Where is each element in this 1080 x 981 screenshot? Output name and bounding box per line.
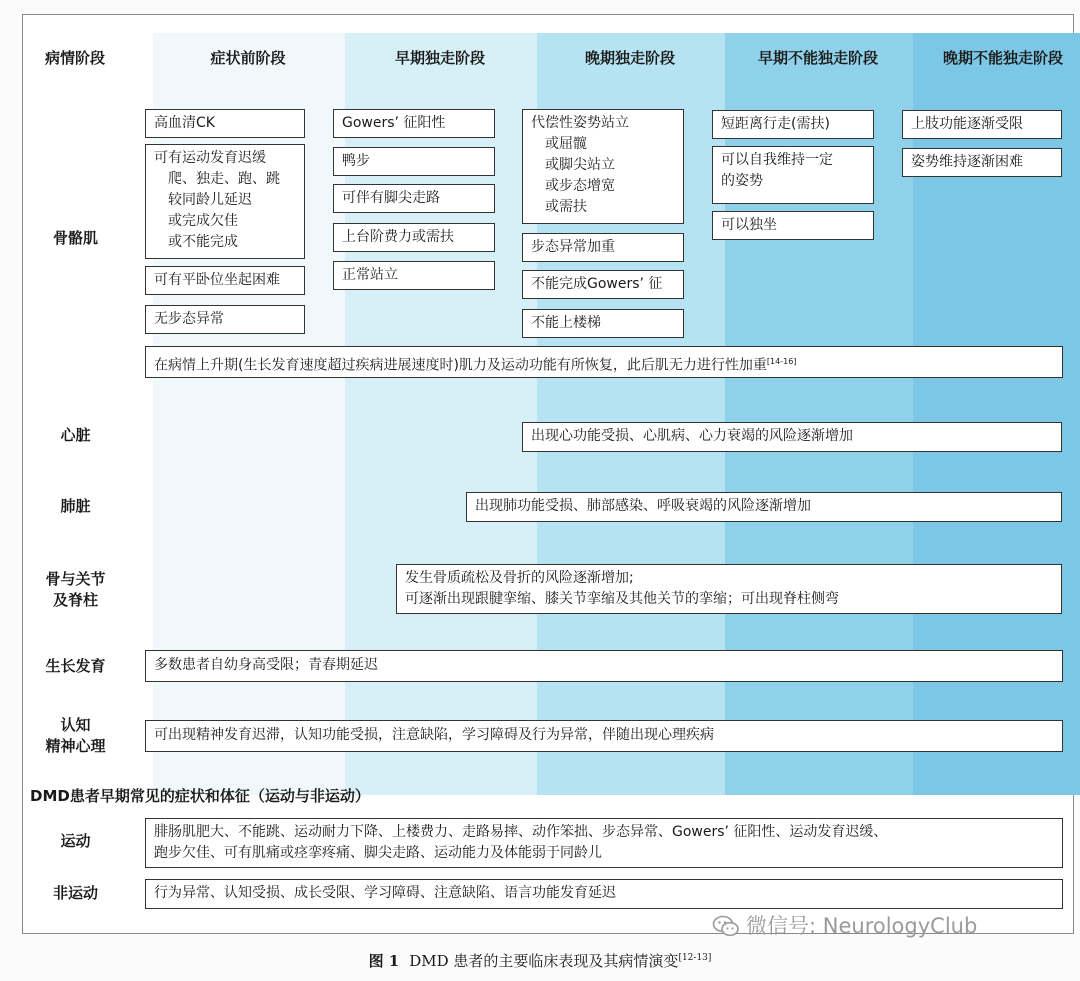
watermark: 微信号: NeurologyClub bbox=[712, 910, 977, 940]
row-label-nonmotor: 非运动 bbox=[52, 884, 98, 902]
row-label-cognition-psych: 认知 精神心理 bbox=[45, 716, 106, 755]
lung-risk-box: 出现肺功能受损、肺部感染、呼吸衰竭的风险逐渐增加 bbox=[466, 492, 1062, 522]
presym-motor-delay-box: 可有运动发育迟缓 爬、独走、跑、跳 较同龄儿延迟 或完成欠佳 或不能完成 bbox=[145, 144, 305, 259]
row-label-heart: 心脏 bbox=[60, 426, 91, 444]
early-walk-gowers-box: Gowers’ 征阳性 bbox=[333, 109, 495, 138]
heart-risk-box: 出现心功能受损、心肌病、心力衰竭的风险逐渐增加 bbox=[522, 422, 1062, 452]
early-walk-waddle-box: 鸭步 bbox=[333, 147, 495, 176]
header-late-ambulatory: 晚期独走阶段 bbox=[584, 49, 675, 67]
presym-ck-box: 高血清CK bbox=[145, 109, 305, 138]
presym-gait-box: 无步态异常 bbox=[145, 305, 305, 334]
growth-box: 多数患者自幼身高受限；青春期延迟 bbox=[145, 650, 1063, 682]
wechat-icon bbox=[712, 915, 740, 937]
early-signs-title: DMD患者早期常见的症状和体征（运动与非运动） bbox=[30, 787, 370, 805]
late-nonwalk-posture-box: 姿势维持逐渐困难 bbox=[902, 148, 1062, 177]
header-presymptomatic: 症状前阶段 bbox=[210, 49, 286, 67]
figure-caption: 图 1 DMD 患者的主要临床表现及其病情演变[12-13] bbox=[368, 952, 712, 970]
row-label-bone-joint-spine: 骨与关节 及脊柱 bbox=[45, 570, 106, 609]
late-walk-no-gowers-box: 不能完成Gowers’ 征 bbox=[522, 270, 684, 299]
header-early-nonambulatory: 早期不能独走阶段 bbox=[757, 49, 878, 67]
header-late-nonambulatory: 晚期不能独走阶段 bbox=[942, 49, 1063, 67]
early-walk-stairs-box: 上台阶费力或需扶 bbox=[333, 223, 495, 252]
header-early-ambulatory: 早期独走阶段 bbox=[394, 49, 485, 67]
row-label-skeletal-muscle: 骨骼肌 bbox=[52, 229, 98, 247]
late-nonwalk-arm-box: 上肢功能逐渐受限 bbox=[902, 110, 1062, 139]
cognition-box: 可出现精神发育迟滞，认知功能受损，注意缺陷，学习障碍及行为异常，伴随出现心理疾病 bbox=[145, 720, 1063, 752]
late-walk-gait-worse-box: 步态异常加重 bbox=[522, 233, 684, 262]
early-walk-standing-box: 正常站立 bbox=[333, 261, 495, 290]
bone-risk-box: 发生骨质疏松及骨折的风险逐渐增加; 可逐渐出现跟腱挛缩、膝关节挛缩及其他关节的挛缩；可出现脊柱侧弯 bbox=[396, 564, 1062, 614]
row-label-motor: 运动 bbox=[60, 832, 91, 850]
early-walk-toe-box: 可伴有脚尖走路 bbox=[333, 184, 495, 213]
row-label-growth: 生长发育 bbox=[45, 657, 106, 675]
nonmotor-signs-box: 行为异常、认知受损、成长受限、学习障碍、注意缺陷、语言功能发育延迟 bbox=[145, 879, 1063, 909]
early-nonwalk-short-box: 短距离行走(需扶) bbox=[712, 110, 874, 139]
early-nonwalk-posture-box: 可以自我维持一定 的姿势 bbox=[712, 146, 874, 204]
header-stage-label: 病情阶段 bbox=[44, 49, 105, 67]
row-label-lung: 肺脏 bbox=[60, 497, 91, 515]
early-nonwalk-sit-box: 可以独坐 bbox=[712, 211, 874, 240]
presym-supine-box: 可有平卧位坐起困难 bbox=[145, 266, 305, 295]
late-walk-no-stairs-box: 不能上楼梯 bbox=[522, 309, 684, 338]
skeletal-progression-box: 在病情上升期(生长发育速度超过疾病进展速度时)肌力及运动功能有所恢复，此后肌无力进行性加重[14-16] bbox=[145, 346, 1063, 378]
late-walk-posture-box: 代偿性姿势站立 或屈髋 或脚尖站立 或步态增宽 或需扶 bbox=[522, 109, 684, 224]
motor-signs-box: 腓肠肌肥大、不能跳、运动耐力下降、上楼费力、走路易摔、动作笨拙、步态异常、Gowers’ 征阳性、运动发育迟缓、 跑步欠佳、可有肌痛或痉挛疼痛、脚尖走路、运动能力及体能弱于同龄儿 bbox=[145, 818, 1063, 868]
